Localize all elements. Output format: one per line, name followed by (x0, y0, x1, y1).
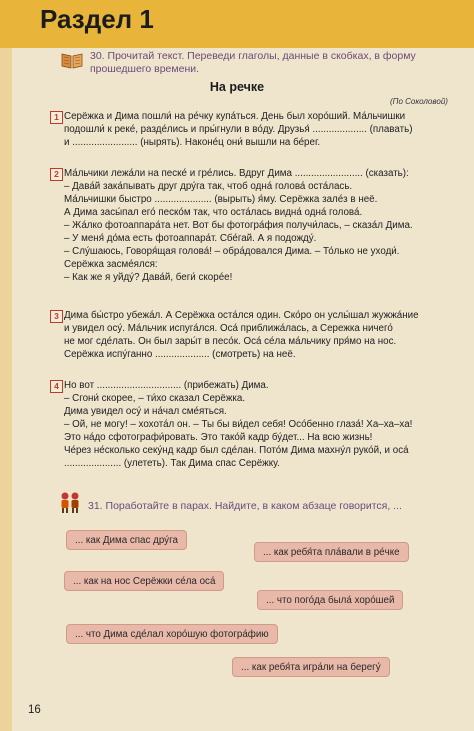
text-line: – Жа́лко фотоаппара́та нет. Вот бы фотогра́фия получи́лась, – сказа́л Дима. (64, 220, 413, 231)
paragraph-number: 4 (50, 380, 63, 393)
paragraph-number: 3 (50, 310, 63, 323)
text-line: и ........................ (нырять). Наконе́ц они́ вышли на бе́рег. (64, 137, 321, 148)
text-line: – Ой, не могу! – хохота́л он. – Ты бы ви́дел себя! Осо́бенно глаза́! Ха–ха–ха! (64, 419, 413, 430)
instruction-line-2: прошедшего времени. (90, 63, 200, 75)
text-line: А Дима засы́пал его́ песко́м так, что оста́лась видна́ одна́ голова́. (64, 207, 363, 218)
answer-strip[interactable]: ... как Дима спас дру́га (66, 530, 187, 550)
answer-strip[interactable]: ... что пого́да была́ хоро́шей (257, 590, 403, 610)
exercise-30-instruction (90, 50, 450, 76)
text-line: – У меня́ до́ма есть фотоаппара́т. Сбе́гай. А я подожду́. (64, 233, 317, 244)
text-line: – Дава́й зака́пывать друг дру́га так, чтоб одна́ голова́ оста́лась. (64, 181, 353, 192)
exercise-number: 31. (88, 500, 103, 512)
paragraph-1 (64, 110, 452, 149)
answer-strip[interactable]: ... как ребя́та пла́вали в ре́чке (254, 542, 409, 562)
text-line: Это на́до сфотографи́ровать. Это тако́й кадр бу́дет... На всю жизнь! (64, 432, 373, 443)
answer-strip[interactable]: ... что Дима сде́лал хоро́шую фотогра́фию (66, 624, 278, 644)
text-line: Серёжка засме́ялся: (64, 259, 158, 270)
text-line: Ма́льчики лежа́ли на песке́ и гре́лись. Вдруг Дима ......................... (сказать): (64, 168, 409, 179)
text-line: – Слу́шаюсь, Говоря́щая голова́! – обра́довался Дима. – То́лько не уходи́. (64, 246, 400, 257)
page-margin-bar (0, 48, 12, 731)
text-line: Че́рез не́сколько секу́нд кадр был сде́лан. Пото́м Дима махну́л руко́й, и оса́ (64, 445, 409, 456)
answer-strip[interactable]: ... как ребя́та игра́ли на берегу́ (232, 657, 390, 677)
text-line: Серёжка и Дима пошли́ на ре́чку купа́ться. День был хоро́ший. Ма́льчишки (64, 111, 406, 122)
paragraph-number: 1 (50, 111, 63, 124)
text-line: подошли́ к реке́, разде́лись и пры́гнули в во́ду. Друзья́ .................... (плавать) (64, 124, 413, 135)
answer-strip[interactable]: ... как на нос Серёжки се́ла оса́ (64, 571, 224, 591)
story-title: На речке (209, 80, 265, 94)
text-line: – Сгони́ скорее, – ти́хо сказал Серёжка. (64, 393, 246, 404)
text-line: Дима бы́стро убежа́л. А Серёжка оста́лся один. Ско́ро он услы́шал жужжа́ние (64, 310, 419, 321)
paragraph-3 (64, 309, 452, 361)
exercise-31-instruction (88, 500, 448, 512)
text-line: – Как же я уйду́? Дава́й, беги́ скоре́е! (64, 272, 233, 283)
instruction-text: Поработайте в парах. Найдите, в каком абзаце говорится, ... (105, 500, 402, 512)
text-line: Ма́льчишки быстро ..................... (вырыть) я́му. Серёжка зале́з в неё. (64, 194, 378, 205)
page-number: 16 (28, 704, 41, 716)
text-line: Дима увидел осу́ и на́чал сме́яться. (64, 406, 227, 417)
text-line: и увидел осу́. Ма́льчик испуга́лся. Оса́ приближа́лась, а Сережка ничего́ (64, 323, 393, 334)
exercise-number: 30. (90, 50, 105, 62)
paragraph-number: 2 (50, 168, 63, 181)
section-title: Раздел 1 (40, 4, 154, 34)
text-line: Серёжка испу́ганно .................... (смотреть) на неё. (64, 349, 296, 360)
paragraph-4 (64, 379, 452, 470)
text-line: Но вот ............................... (прибежать) Дима. (64, 380, 269, 391)
instruction-line-1: Прочитай текст. Переведи глаголы, данные в скобках, в форму (107, 50, 416, 62)
text-line: ..................... (улететь). Так Дима спас Серёжку. (64, 458, 280, 469)
story-attribution: (По Соколовой) (390, 97, 448, 106)
paragraph-2 (64, 167, 452, 284)
open-book-icon (60, 50, 84, 70)
text-line: не мог сде́лать. Он был зары́т в песо́к. Оса́ се́ла ма́льчику пря́мо на нос. (64, 336, 397, 347)
pair-work-icon (58, 490, 82, 514)
